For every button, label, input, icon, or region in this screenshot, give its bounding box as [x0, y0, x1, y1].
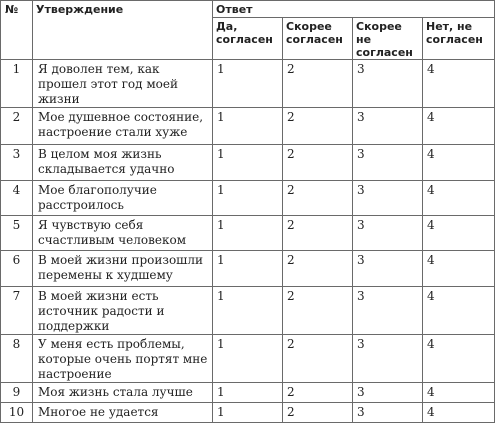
answer-value: 1 [213, 403, 283, 423]
answer-value: 3 [353, 60, 423, 108]
answer-value: 1 [213, 251, 283, 287]
answer-value: 3 [353, 403, 423, 423]
answer-value: 3 [353, 251, 423, 287]
row-number: 6 [1, 251, 33, 287]
answer-value: 2 [283, 145, 353, 181]
answer-value: 4 [423, 251, 495, 287]
row-statement: Я чувствую себя счастливым человеком [33, 216, 213, 251]
row-number: 9 [1, 383, 33, 403]
answer-value: 3 [353, 287, 423, 335]
answer-value: 1 [213, 60, 283, 108]
answer-value: 2 [283, 251, 353, 287]
table-row [1, 216, 495, 251]
row-number: 5 [1, 216, 33, 251]
header-option-rather-no: Скорее не согласен [353, 18, 423, 60]
answer-value: 4 [423, 108, 495, 145]
answer-value: 1 [213, 145, 283, 181]
table-row [1, 403, 495, 423]
table-row [1, 251, 495, 287]
answer-value: 3 [353, 335, 423, 383]
table-row [1, 287, 495, 335]
answer-value: 2 [283, 216, 353, 251]
answer-value: 3 [353, 108, 423, 145]
header-number: № [1, 1, 33, 60]
header-statement: Утверждение [33, 1, 213, 60]
row-statement: В моей жизни произошли перемены к худшему [33, 251, 213, 287]
answer-value: 2 [283, 335, 353, 383]
row-statement: Я доволен тем, как прошел этот год моей жизни [33, 60, 213, 108]
answer-value: 1 [213, 383, 283, 403]
answer-value: 2 [283, 108, 353, 145]
row-number: 8 [1, 335, 33, 383]
answer-value: 3 [353, 383, 423, 403]
answer-value: 2 [283, 403, 353, 423]
table-row [1, 108, 495, 145]
row-statement: У меня есть проблемы, которые очень портят мне настроение [33, 335, 213, 383]
row-statement: В целом моя жизнь складывается удачно [33, 145, 213, 181]
answer-value: 1 [213, 181, 283, 216]
answer-value: 1 [213, 108, 283, 145]
row-statement: Мое душевное состояние, настроение стали хуже [33, 108, 213, 145]
answer-value: 4 [423, 383, 495, 403]
answer-value: 3 [353, 181, 423, 216]
header-option-rather-yes: Скорее согласен [283, 18, 353, 60]
table-row [1, 181, 495, 216]
row-statement: Мое благополучие расстроилось [33, 181, 213, 216]
answer-value: 3 [353, 145, 423, 181]
header-answer: Ответ [213, 1, 495, 18]
row-statement: Многое не удается [33, 403, 213, 423]
table-row [1, 145, 495, 181]
table-header [1, 1, 495, 60]
answer-value: 2 [283, 287, 353, 335]
answer-value: 1 [213, 216, 283, 251]
answer-value: 1 [213, 335, 283, 383]
table-body [1, 60, 495, 423]
header-option-yes: Да, согласен [213, 18, 283, 60]
answer-value: 4 [423, 403, 495, 423]
answer-value: 4 [423, 335, 495, 383]
answer-value: 4 [423, 287, 495, 335]
answer-value: 3 [353, 216, 423, 251]
table-row [1, 335, 495, 383]
answer-value: 4 [423, 181, 495, 216]
row-statement: Моя жизнь стала лучше [33, 383, 213, 403]
row-number: 7 [1, 287, 33, 335]
row-statement: В моей жизни есть источник радости и поддержки [33, 287, 213, 335]
answer-value: 2 [283, 181, 353, 216]
answer-value: 2 [283, 383, 353, 403]
table-row [1, 383, 495, 403]
row-number: 2 [1, 108, 33, 145]
table-row [1, 60, 495, 108]
row-number: 10 [1, 403, 33, 423]
answer-value: 2 [283, 60, 353, 108]
answer-value: 1 [213, 287, 283, 335]
header-option-no: Нет, не согласен [423, 18, 495, 60]
answer-value: 4 [423, 216, 495, 251]
row-number: 1 [1, 60, 33, 108]
row-number: 3 [1, 145, 33, 181]
row-number: 4 [1, 181, 33, 216]
answer-value: 4 [423, 60, 495, 108]
answer-value: 4 [423, 145, 495, 181]
